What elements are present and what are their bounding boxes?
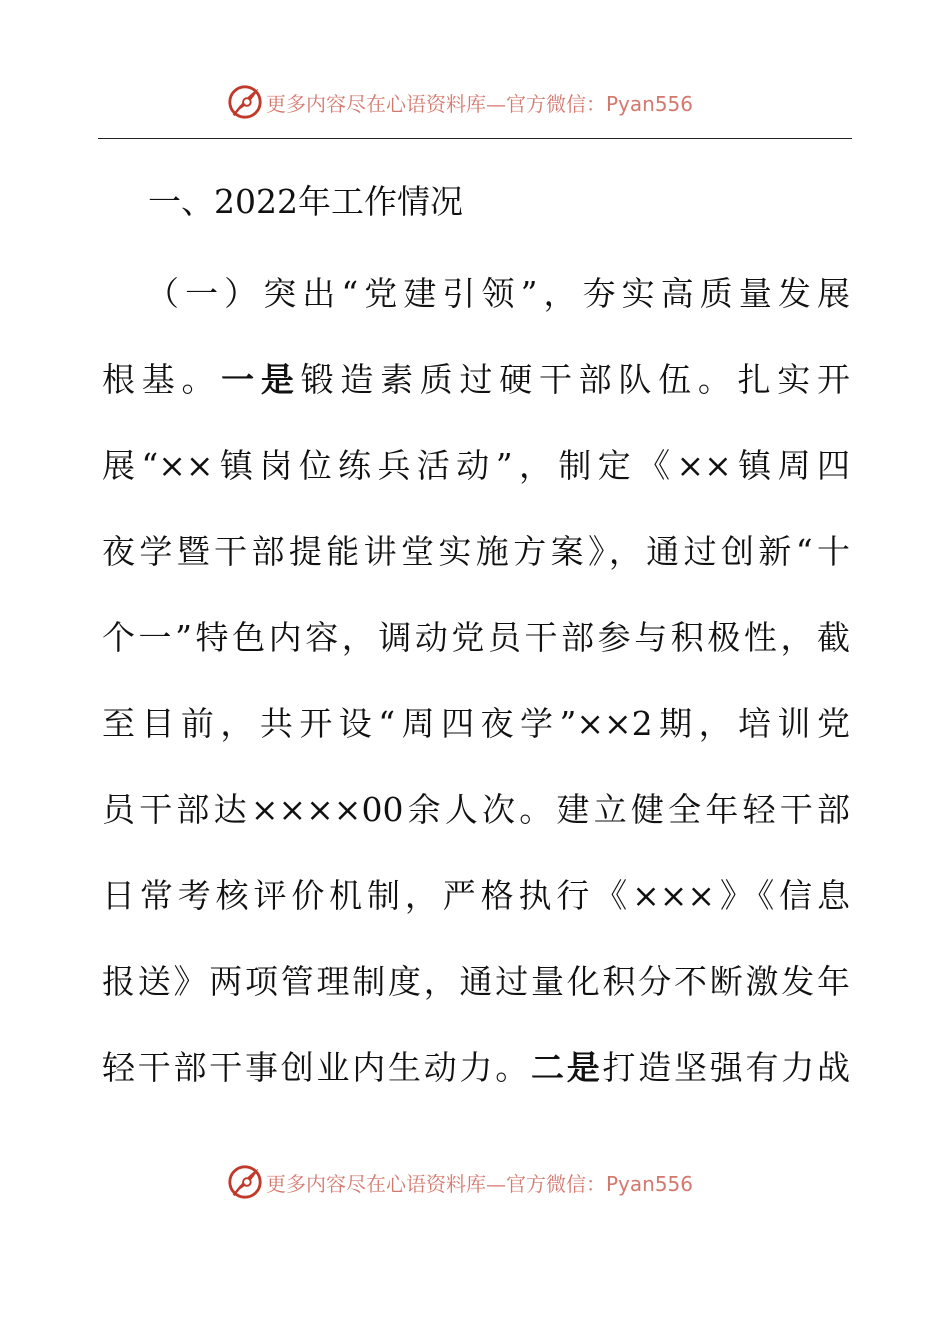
section-heading: 一、2022年工作情况 [148, 182, 463, 221]
paragraph-line-5: 个一”特色内容，调动党员干部参与积极性，截 [102, 618, 850, 657]
paragraph-line-6: 至目前，共开设“周四夜学”××2期，培训党 [102, 704, 850, 743]
paragraph-line-8: 日常考核评价机制，严格执行《×××》《信息 [102, 876, 850, 915]
paragraph-line-1: （一）突出“党建引领”，夯实高质量发展 [146, 274, 850, 313]
watermark-text: 更多内容尽在心语资料库—官方微信：Pyan556 [266, 1171, 694, 1196]
header-watermark [0, 80, 950, 124]
header-divider [98, 138, 852, 139]
watermark-text: 更多内容尽在心语资料库—官方微信：Pyan556 [266, 91, 694, 116]
bold-marker-second: 二是 [531, 1048, 603, 1087]
bold-marker-first: 一是 [221, 360, 301, 399]
paragraph-line-2: 根基。一是锻造素质过硬干部队伍。扎实开 [102, 360, 851, 399]
paragraph-line-7: 员干部达××××00余人次。建立健全年轻干部 [102, 790, 850, 829]
paragraph-line-3: 展“××镇岗位练兵活动”，制定《××镇周四 [102, 446, 850, 485]
footer-watermark [0, 1160, 950, 1204]
paragraph-line-4: 夜学暨干部提能讲堂实施方案》，通过创新“十 [102, 532, 850, 571]
paragraph-line-10: 轻干部干事创业内生动力。二是打造坚强有力战 [102, 1048, 850, 1087]
paragraph-line-9: 报送》两项管理制度，通过量化积分不断激发年 [102, 962, 850, 1001]
quill-logo-icon [226, 83, 264, 121]
quill-logo-icon [226, 1163, 264, 1201]
